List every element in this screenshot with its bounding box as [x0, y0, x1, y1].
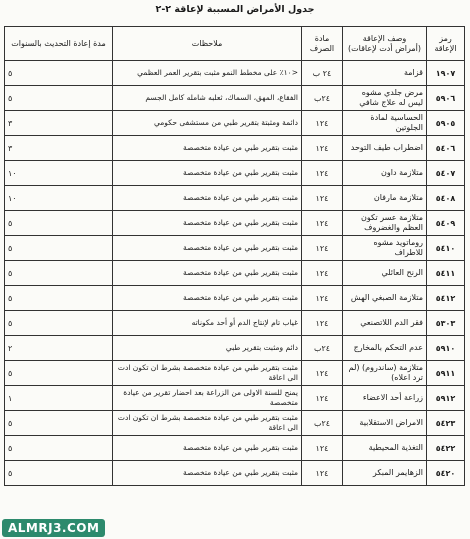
header-desc: وصف الإعاقة (أمراض أدت لإعاقات)	[343, 27, 427, 61]
cell-item: ٢٤ب	[302, 86, 343, 111]
cell-code: ٥٣٠٣	[427, 311, 465, 336]
cell-desc: فقر الدم اللاتصنعي	[343, 311, 427, 336]
cell-note: مثبت بتقرير طبي من عيادة متخصصة	[113, 186, 302, 211]
table-row	[5, 236, 465, 261]
cell-note: <١٠٪ على مخطط النمو مثبت بتقرير العمر العظمي	[113, 61, 302, 86]
table-row	[5, 286, 465, 311]
cell-code: ٥٩٠٥	[427, 111, 465, 136]
cell-years: ٥	[5, 61, 113, 86]
cell-code: ٥٤٠٧	[427, 161, 465, 186]
cell-code: ٥٤٢٢	[427, 436, 465, 461]
table-row	[5, 311, 465, 336]
cell-years: ٥	[5, 411, 113, 436]
cell-code: ٥٤١٢	[427, 286, 465, 311]
cell-desc: الحساسية لمادة الجلوتين	[343, 111, 427, 136]
header-note: ملاحظات	[113, 27, 302, 61]
site-watermark-logo: ALMRJ3.COM	[2, 519, 105, 537]
cell-item: ٢٤ب	[302, 411, 343, 436]
table-row	[5, 161, 465, 186]
cell-years: ٥	[5, 286, 113, 311]
cell-years: ٥	[5, 436, 113, 461]
cell-years: ٥	[5, 311, 113, 336]
cell-years: ٥	[5, 261, 113, 286]
cell-code: ٥٩٠٦	[427, 86, 465, 111]
table-row	[5, 211, 465, 236]
cell-item: ٢٤ب	[302, 336, 343, 361]
cell-desc: متلازمة الصبغي الهش	[343, 286, 427, 311]
cell-desc: متلازمة داون	[343, 161, 427, 186]
cell-desc: الرنح العائلي	[343, 261, 427, 286]
cell-item: ١٢٤	[302, 111, 343, 136]
table-row	[5, 86, 465, 111]
cell-code: ٥٤٢٠	[427, 461, 465, 486]
cell-code: ٥٤٢٣	[427, 411, 465, 436]
table-row	[5, 186, 465, 211]
cell-item: ١٢٤	[302, 236, 343, 261]
cell-years: ١٠	[5, 161, 113, 186]
cell-note: مثبت بتقرير طبي من عيادة متخصصة	[113, 461, 302, 486]
table-row	[5, 461, 465, 486]
cell-desc: اضطراب طيف التوحد	[343, 136, 427, 161]
cell-years: ٣	[5, 111, 113, 136]
cell-desc: عدم التحكم بالمخارج	[343, 336, 427, 361]
cell-years: ٢	[5, 336, 113, 361]
cell-desc: متلازمة (ساندروم) (لم ترد اعلاه)	[343, 361, 427, 386]
header-item: مادة الصرف	[302, 27, 343, 61]
cell-note: مثبت بتقرير طبي من عيادة متخصصة	[113, 136, 302, 161]
cell-item: ١٢٤	[302, 161, 343, 186]
table-row	[5, 61, 465, 86]
cell-desc: زراعة أحد الاعضاء	[343, 386, 427, 411]
cell-code: ٥٤١٠	[427, 236, 465, 261]
table-row	[5, 336, 465, 361]
cell-years: ١	[5, 386, 113, 411]
cell-years: ٥	[5, 86, 113, 111]
page-title: جدول الأمراض المسببة لإعاقة ٢-٢	[155, 4, 315, 15]
cell-note: غياب تام لإنتاج الدم أو أحد مكوناته	[113, 311, 302, 336]
disability-table	[4, 26, 465, 486]
table-row	[5, 136, 465, 161]
cell-desc: الامراض الاستقلابية	[343, 411, 427, 436]
cell-desc: متلازمة عسر تكون العظم والغضروف	[343, 211, 427, 236]
cell-code: ٥٩١٢	[427, 386, 465, 411]
cell-years: ٣	[5, 136, 113, 161]
cell-item: ١٢٤	[302, 186, 343, 211]
cell-code: ٥٤٠٨	[427, 186, 465, 211]
cell-item: ١٢٤	[302, 286, 343, 311]
cell-desc: متلازمة مارفان	[343, 186, 427, 211]
cell-note: مثبت بتقرير طبي من عيادة متخصصة	[113, 286, 302, 311]
header-years: مدة إعادة التحديث بالسنوات	[5, 27, 113, 61]
table-header-row	[5, 27, 465, 61]
cell-note: مثبت بتقرير طبي من عيادة متخصصة	[113, 436, 302, 461]
cell-item: ١٢٤	[302, 361, 343, 386]
cell-item: ١٢٤	[302, 261, 343, 286]
cell-code: ١٩٠٧	[427, 61, 465, 86]
cell-note: مثبت بتقرير طبي من عيادة متخصصة	[113, 211, 302, 236]
cell-item: ١٢٤	[302, 436, 343, 461]
cell-note: دائم ومثبت بتقرير طبي	[113, 336, 302, 361]
cell-years: ٥	[5, 361, 113, 386]
cell-item: ٢٤ ب	[302, 61, 343, 86]
cell-note: مثبت بتقرير طبي من عيادة متخصصة بشرط ان تكون ادت الى اعاقة	[113, 361, 302, 386]
cell-note: مثبت بتقرير طبي من عيادة متخصصة بشرط ان تكون ادت الى اعاقة	[113, 411, 302, 436]
cell-years: ١٠	[5, 186, 113, 211]
cell-note: مثبت بتقرير طبي من عيادة متخصصة	[113, 161, 302, 186]
cell-item: ١٢٤	[302, 311, 343, 336]
cell-code: ٥٤٠٩	[427, 211, 465, 236]
cell-item: ١٢٤	[302, 136, 343, 161]
cell-years: ٥	[5, 461, 113, 486]
cell-note: مثبت بتقرير طبي من عيادة متخصصة	[113, 236, 302, 261]
cell-item: ١٢٤	[302, 386, 343, 411]
table-row	[5, 361, 465, 386]
cell-years: ٥	[5, 236, 113, 261]
cell-note: الفقاع، المهق، السماك، ثعلبه شامله كامل الجسم	[113, 86, 302, 111]
cell-note: مثبت بتقرير طبي من عيادة متخصصة	[113, 261, 302, 286]
cell-code: ٥٤٠٦	[427, 136, 465, 161]
cell-code: ٥٩١١	[427, 361, 465, 386]
table-row	[5, 436, 465, 461]
cell-desc: الزهايمر المبكر	[343, 461, 427, 486]
cell-desc: قزامة	[343, 61, 427, 86]
header-code: رمز الإعاقة	[427, 27, 465, 61]
cell-note: يمنح للسنة الاولى من الزراعة بعد احضار تقرير من عيادة متخصصة	[113, 386, 302, 411]
cell-item: ١٢٤	[302, 211, 343, 236]
table-row	[5, 386, 465, 411]
cell-item: ١٢٤	[302, 461, 343, 486]
cell-desc: مرض جلدي مشوه ليس له علاج شافي	[343, 86, 427, 111]
cell-desc: التغذية المحيطية	[343, 436, 427, 461]
table-row	[5, 111, 465, 136]
cell-note: دائمة ومثبتة بتقرير طبي من مستشفى حكومي	[113, 111, 302, 136]
cell-code: ٥٩١٠	[427, 336, 465, 361]
table-row	[5, 261, 465, 286]
table-row	[5, 411, 465, 436]
cell-code: ٥٤١١	[427, 261, 465, 286]
cell-years: ٥	[5, 211, 113, 236]
cell-desc: روماتويد مشوه للاطراف	[343, 236, 427, 261]
